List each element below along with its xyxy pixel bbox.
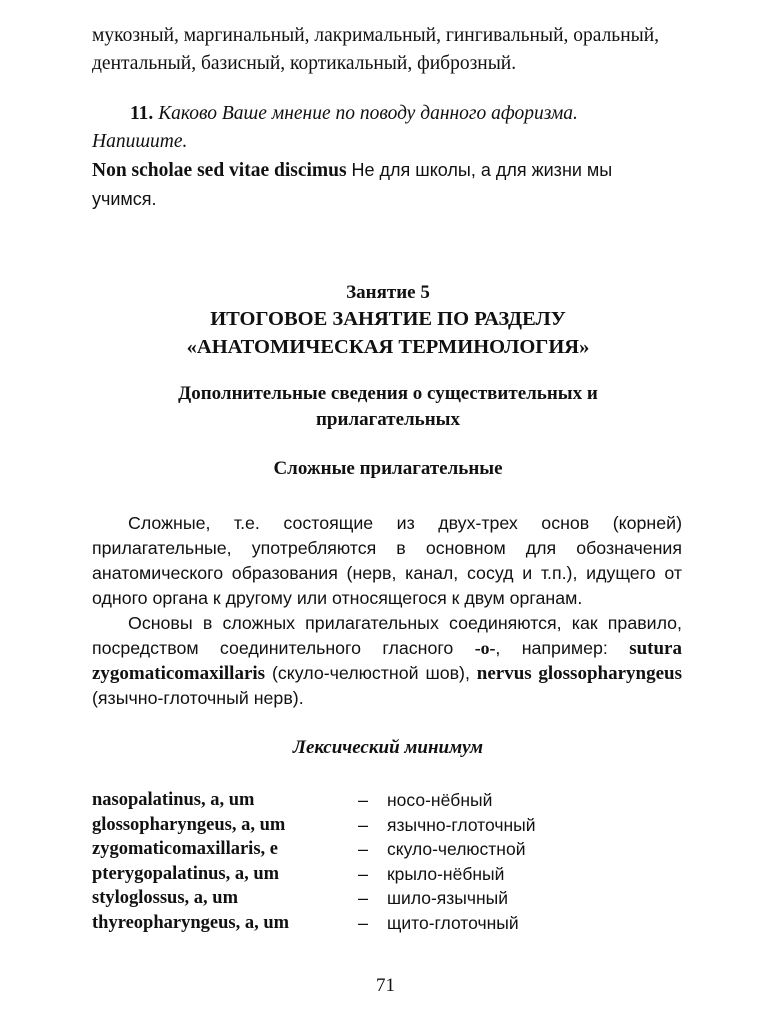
paragraph-1: Сложные, т.е. состоящие из двух-трех основ (корней) прилагательные, употребляются в основном для обозначения анатомического образования (нерв, канал, сосуд и т.п.), идущего от одного органа к другому или относящегося к двум органам.	[92, 513, 682, 608]
section-heading	[92, 381, 684, 433]
vocabulary-item	[92, 911, 692, 936]
lesson-title-line-2: «АНАТОМИЧЕСКАЯ ТЕРМИНОЛОГИЯ»	[186, 336, 590, 358]
vocabulary-russian: носо-нёбный	[387, 790, 493, 810]
body-text	[92, 511, 682, 711]
lesson-label: Занятие 5	[346, 282, 430, 303]
task-number: 11.	[130, 103, 154, 124]
section-heading-line-1: Дополнительные сведения о существительных и	[178, 383, 598, 404]
section-heading-line-2: прилагательных	[315, 409, 460, 430]
top-text-line-2: дентальный, базисный, кортикальный, фиброзный.	[92, 53, 517, 74]
vocabulary-item	[92, 862, 692, 887]
vocabulary-item	[92, 886, 692, 911]
section-subheading: Сложные прилагательные	[273, 458, 503, 479]
paragraph-2	[92, 611, 682, 711]
paragraph-2-text-1: Основы в сложных прилагательных соединяются, как правило, посредством соединительного гласного	[92, 613, 682, 658]
vocabulary-item	[92, 837, 692, 862]
vocabulary-dash: –	[358, 888, 369, 908]
vocabulary-latin: zygomaticomaxillaris, e	[92, 839, 278, 859]
vocabulary-latin: glossopharyngeus, a, um	[92, 814, 286, 835]
vocabulary-latin: styloglossus, a, um	[92, 888, 238, 908]
vocabulary-heading: Лексический минимум	[292, 737, 484, 758]
vocabulary-item	[92, 813, 692, 838]
term-2: nervus glossopharyngeus	[476, 663, 682, 684]
term-1: sutura zygomaticomaxillaris	[92, 638, 682, 684]
vocabulary-dash: –	[358, 912, 369, 933]
paragraph-2-text-2: , например:	[495, 638, 608, 658]
page-number: 71	[376, 975, 395, 996]
vocabulary-dash: –	[358, 839, 369, 859]
vocabulary-russian: скуло-челюстной	[387, 839, 526, 859]
lesson-title	[92, 305, 684, 361]
vocabulary-russian: крыло-нёбный	[387, 863, 505, 884]
vocabulary-russian: шило-язычный	[387, 888, 508, 908]
vocabulary-dash: –	[358, 790, 369, 810]
vocabulary-dash: –	[358, 863, 369, 884]
vocabulary-latin: nasopalatinus, a, um	[92, 790, 255, 810]
connecting-vowel: -о-	[474, 638, 496, 658]
task-question-line-2: Напишите.	[92, 131, 188, 152]
top-text-line-1: мукозный, маргинальный, лакримальный, гингивальный, оральный,	[92, 25, 660, 46]
term-1-translation: (скуло-челюстной шов),	[271, 663, 470, 683]
latin-aphorism: Non scholae sed vitae discimus	[92, 160, 347, 181]
aphorism-translation-line-2: учимся.	[92, 189, 157, 209]
lesson-title-line-1: ИТОГОВОЕ ЗАНЯТИЕ ПО РАЗДЕЛУ	[210, 308, 566, 330]
vocabulary-latin: pterygopalatinus, a, um	[92, 863, 280, 884]
vocabulary-russian: язычно-глоточный	[387, 814, 536, 835]
vocabulary-russian: щито-глоточный	[387, 912, 519, 933]
vocabulary-item	[92, 788, 692, 813]
term-2-translation: (язычно-глоточный нерв).	[92, 688, 304, 708]
task-question-line-1: Каково Ваше мнение по поводу данного афоризма.	[158, 103, 578, 124]
task-11	[92, 100, 684, 213]
top-text	[92, 22, 684, 78]
vocabulary-list	[92, 788, 692, 935]
vocabulary-dash: –	[358, 814, 369, 835]
aphorism-translation-line-1: Не для школы, а для жизни мы	[351, 160, 613, 180]
vocabulary-latin: thyreopharyngeus, a, um	[92, 912, 290, 933]
